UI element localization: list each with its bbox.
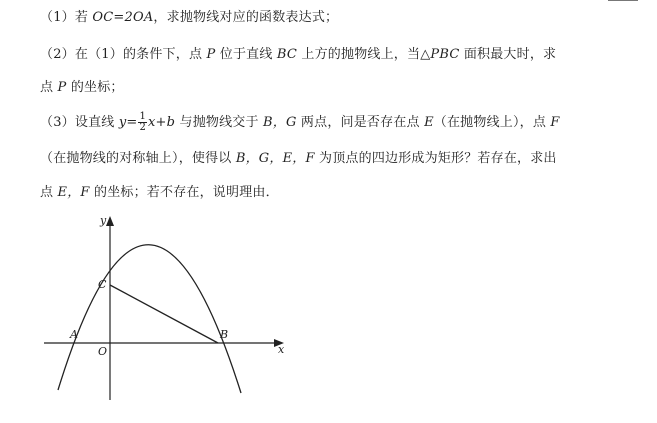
part3-text-b: 与抛物线交于 (175, 115, 264, 130)
part3-x-b: x+b (148, 115, 176, 130)
y-axis-label: y (100, 214, 107, 227)
part3-line3-b: 的坐标；若不存在，说明理由． (89, 185, 279, 200)
part3-text-d: （在抛物线上），点 (433, 115, 551, 130)
part3-line2-a: （在抛物线的对称轴上），使得以 (40, 151, 236, 166)
parabola-curve (58, 245, 241, 393)
part1-rest: ，求抛物线对应的函数表达式； (153, 10, 339, 25)
part3-points-bgef: B，G，E，F (235, 151, 315, 166)
part3-text-c: 两点，问是否存在点 (296, 115, 425, 130)
part3-text-a: （3）设直线 (40, 115, 119, 130)
y-axis-arrow-icon (106, 216, 114, 226)
part2-line (40, 43, 556, 62)
part3-line-2 (40, 147, 557, 166)
part2-line-bc: BC (276, 47, 298, 62)
part2-text-a: （2）在（1）的条件下，点 (40, 47, 207, 62)
half-fraction (138, 112, 147, 133)
fraction-denominator: 2 (139, 122, 147, 133)
part3-y-eq: y= (118, 115, 138, 130)
part3-line2-b: 为顶点的四边形成为矩形？若存在，求出 (314, 151, 557, 166)
part2-text-e: 点 (40, 80, 58, 95)
part2-line-continued (40, 76, 124, 95)
part2-point-p: P (206, 47, 216, 62)
part3-line (40, 111, 560, 133)
part2-text-f: 的坐标； (66, 80, 124, 95)
part3-points-ef: E，F (57, 185, 90, 200)
x-axis-label: x (278, 343, 285, 356)
part2-text-c: 上方的抛物线上，当△ (297, 47, 431, 62)
part3-point-e: E (424, 115, 434, 130)
part1-condition: OC=2OA (92, 10, 154, 25)
point-a-label: A (70, 328, 78, 341)
part3-line3-a: 点 (40, 185, 58, 200)
part3-point-f: F (550, 115, 560, 130)
fraction-numerator: 1 (139, 111, 147, 122)
part2-triangle-pbc: PBC (430, 47, 460, 62)
part1-prefix: （1）若 (40, 10, 93, 25)
part3-points-bg: B，G (263, 115, 297, 130)
corner-mark (608, 0, 638, 1)
point-b-label: B (220, 328, 229, 341)
part2-point-p-2: P (57, 80, 67, 95)
part1-line (40, 6, 338, 25)
point-c-label: C (98, 278, 107, 291)
origin-label: O (98, 345, 108, 358)
part2-text-d: 面积最大时，求 (459, 47, 557, 62)
part3-line-3 (40, 181, 279, 200)
parabola-graph (38, 210, 298, 400)
part2-text-b: 位于直线 (215, 47, 277, 62)
